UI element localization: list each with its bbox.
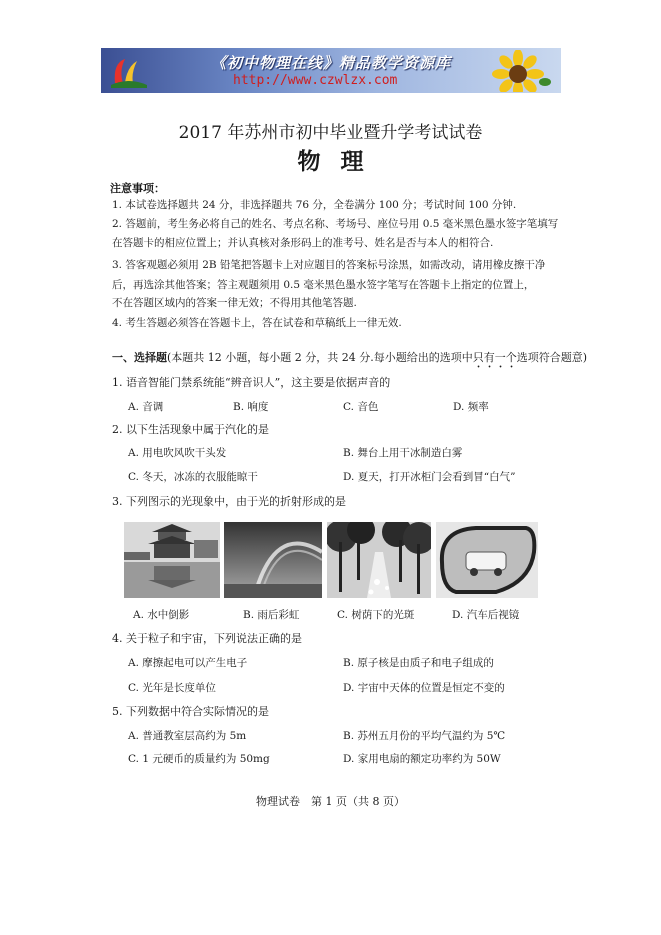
option: C. 树荫下的光斑 (337, 609, 415, 621)
site-logo-icon (109, 53, 149, 89)
option: A. 用电吹风吹干头发 (128, 447, 227, 459)
option: D. 频率 (453, 401, 489, 413)
option: B. 响度 (233, 401, 269, 413)
section-heading-text: (本题共 12 小题，每小题 2 分，共 24 分.每小题给出的选项中 (167, 351, 473, 364)
option: C. 光年是长度单位 (128, 682, 216, 694)
option: B. 雨后彩虹 (243, 609, 300, 621)
pagoda-reflection-photo (124, 522, 220, 598)
section-heading-emphasis: 只有一个 (472, 351, 517, 364)
note-line: 后，再选涂其他答案；答主观题须用 0.5 毫米黑色墨水签字笔写在答题卡上指定的位置上， (112, 279, 535, 291)
option: D. 家用电扇的额定功率约为 50W (343, 753, 501, 765)
note-line: 不在答题区域内的答案一律无效；不得用其他笔答题. (112, 297, 357, 309)
banner-url[interactable]: http://www.czwlzx.com (233, 73, 398, 88)
banner-title: 《初中物理在线》精品教学资源库 (211, 54, 452, 72)
note-line: 2. 答题前，考生务必将自己的姓名、考点名称、考场号、座位号用 0.5 毫米黑色墨水签字笔填写 (112, 218, 559, 230)
sunflower-image (483, 50, 553, 92)
note-line: 4. 考生答题必须答在答题卡上，答在试卷和草稿纸上一律无效. (112, 317, 402, 329)
question-stem: 1. 语音智能门禁系统能“辨音识人”，这主要是依据声音的 (112, 376, 391, 389)
option: C. 1 元硬币的质量约为 50mg (128, 753, 270, 765)
option: C. 音色 (343, 401, 379, 413)
question-stem: 5. 下列数据中符合实际情况的是 (112, 705, 269, 718)
option: C. 冬天，冰冻的衣服能晾干 (128, 471, 258, 483)
note-line: 1. 本试卷选择题共 24 分，非选择题共 76 分，全卷满分 100 分；考试时间 100 分钟. (112, 199, 517, 211)
question-stem: 4. 关于粒子和宇宙，下列说法正确的是 (112, 632, 302, 645)
section-heading (112, 349, 587, 371)
header-banner (101, 48, 561, 93)
notes-heading: 注意事项： (110, 182, 165, 195)
option: A. 普通教室层高约为 5m (128, 730, 247, 742)
option: B. 原子核是由质子和电子组成的 (343, 657, 494, 669)
option: D. 夏天，打开冰柜门会看到冒“白气” (343, 471, 516, 483)
section-heading-text-end: 选项符合题意) (516, 351, 588, 364)
option: D. 宇宙中天体的位置是恒定不变的 (343, 682, 505, 694)
option: B. 苏州五月份的平均气温约为 5℃ (343, 730, 506, 742)
exam-title: 2017 年苏州市初中毕业暨升学考试试卷 (178, 123, 483, 143)
subject-title: 物理 (297, 148, 384, 175)
question-stem: 2. 以下生活现象中属于汽化的是 (112, 423, 269, 436)
rainbow-photo (224, 522, 322, 598)
tree-shadow-road-photo (327, 522, 431, 598)
option: A. 水中倒影 (133, 609, 190, 621)
note-line: 在答题卡的相应位置上；并认真核对条形码上的准考号、姓名是否与本人的相符合. (112, 237, 494, 249)
section-heading-bold: 一、选择题 (112, 351, 167, 364)
option: D. 汽车后视镜 (452, 609, 520, 621)
option: B. 舞台上用干冰制造白雾 (343, 447, 463, 459)
option: A. 音调 (128, 401, 164, 413)
page-footer: 物理试卷 第 1 页（共 8 页） (256, 795, 405, 808)
question-stem: 3. 下列图示的光现象中，由于光的折射形成的是 (112, 495, 346, 508)
option: A. 摩擦起电可以产生电子 (128, 657, 248, 669)
note-line: 3. 答客观题必须用 2B 铅笔把答题卡上对应题目的答案标号涂黑，如需改动，请用橡皮擦干净 (112, 259, 546, 271)
car-mirror-photo (436, 522, 538, 598)
